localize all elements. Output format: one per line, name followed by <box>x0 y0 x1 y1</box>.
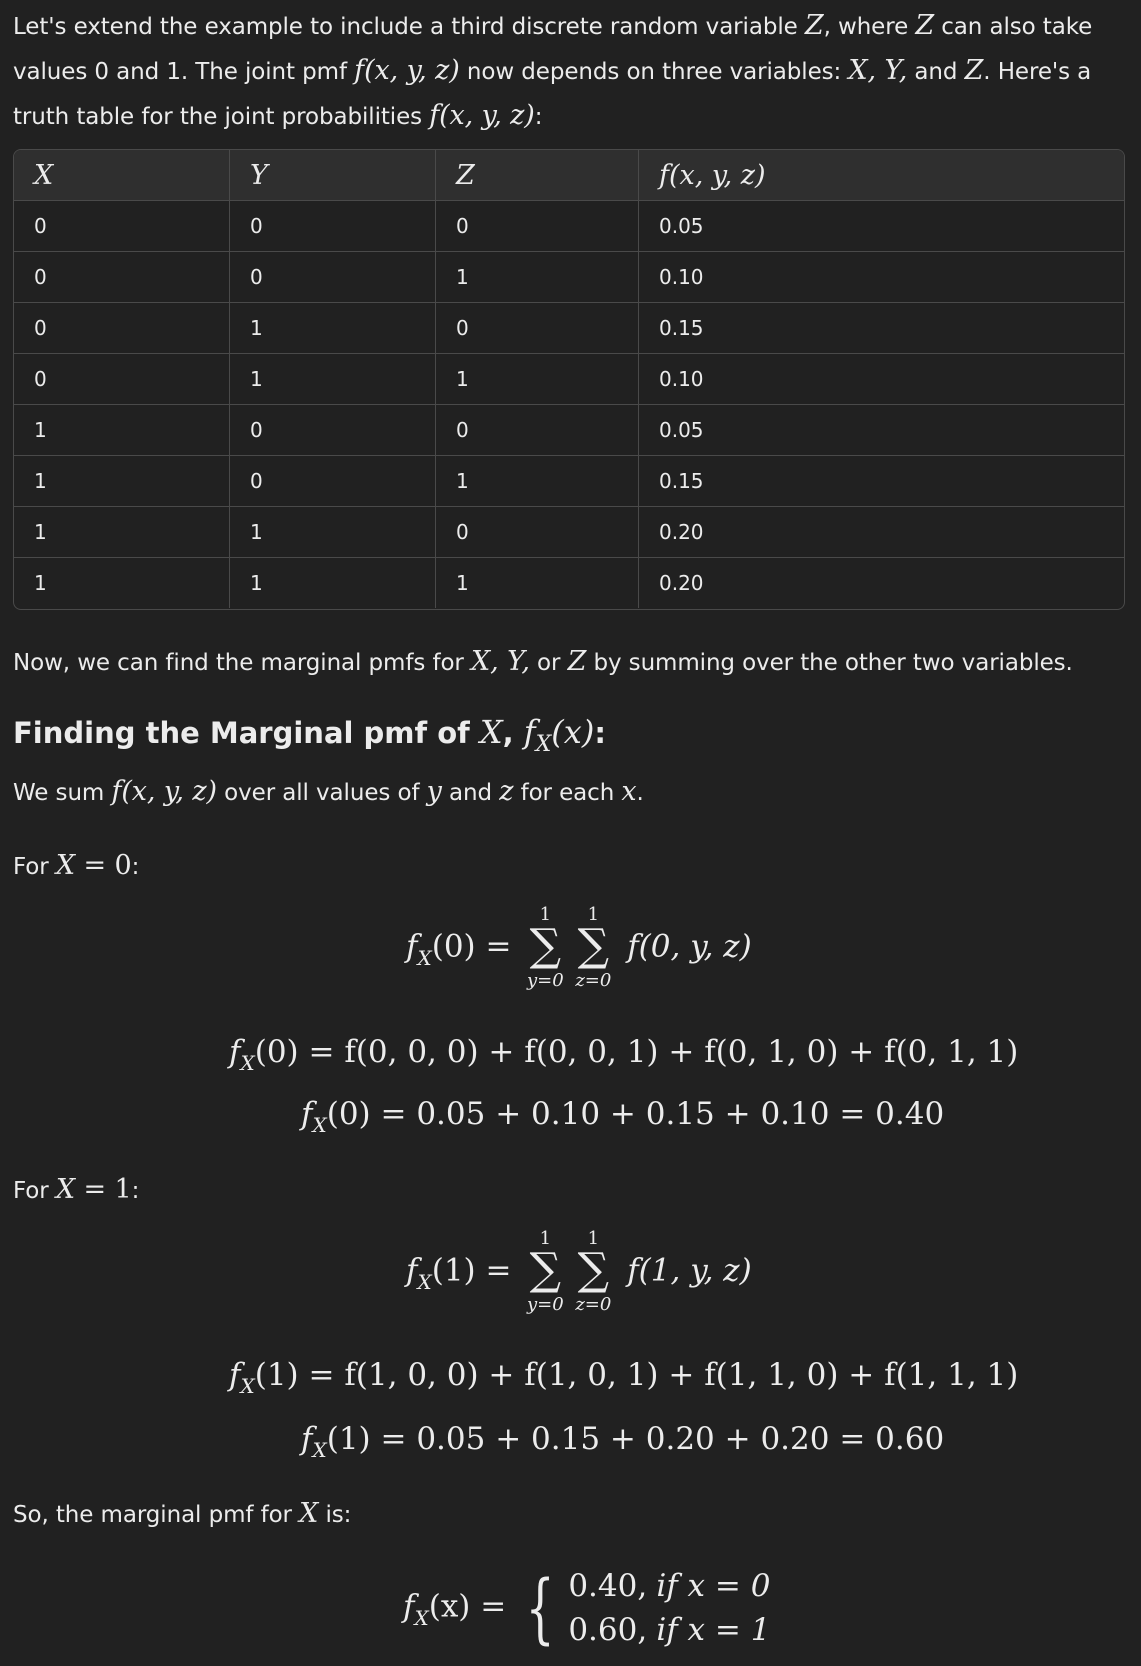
math-f: f <box>406 1252 418 1289</box>
numeric-equation-x0 <box>301 1096 945 1137</box>
cell-y: 1 <box>230 354 436 405</box>
sum-equation-x0 <box>406 904 752 991</box>
math-arg: (x) = <box>428 1588 507 1625</box>
math-arg: (1) = <box>431 1252 512 1289</box>
sigma-icon: ∑ <box>577 920 610 971</box>
math-z: Z <box>964 55 984 86</box>
cell-f: 0.15 <box>639 456 1125 507</box>
math-expand: (1) = f(1, 0, 0) + f(1, 0, 1) + f(1, 1, 0) + f(1, 1, 1) <box>254 1357 1019 1393</box>
cell-f: 0.20 <box>639 507 1125 558</box>
cell-x: 0 <box>14 303 230 354</box>
cell-y: 1 <box>230 507 436 558</box>
math-numeric: (0) = 0.05 + 0.10 + 0.15 + 0.10 = 0.40 <box>326 1096 945 1132</box>
sum-lower: z=0 <box>575 970 612 991</box>
sum-z-symbol <box>569 904 617 991</box>
for-text: For <box>13 1178 56 1204</box>
case-value: 0.40, <box>568 1568 648 1604</box>
table-row <box>14 252 1124 303</box>
wesum-text: and <box>441 780 500 806</box>
math-z: Z <box>567 646 587 677</box>
truth-table <box>13 149 1125 610</box>
math-x: X <box>55 1174 75 1205</box>
math-sub-x: X <box>240 1051 255 1075</box>
math-sub-x: X <box>312 1113 327 1137</box>
numeric-equation-x1 <box>301 1421 945 1462</box>
for-x1-label <box>13 1168 139 1213</box>
for-text: : <box>131 1178 140 1204</box>
now-paragraph <box>13 640 1073 685</box>
sigma-icon: ∑ <box>577 1244 610 1295</box>
header-x: X <box>14 150 230 201</box>
intro-text: now depends on three variables: <box>459 59 849 85</box>
cell-f: 0.10 <box>639 252 1125 303</box>
cell-y: 0 <box>230 405 436 456</box>
expand-equation-x0 <box>229 1034 1019 1075</box>
math-sub-x: X <box>240 1374 255 1398</box>
math-x: X <box>55 850 75 881</box>
sum-upper: 1 <box>539 1228 552 1249</box>
intro-text: , where <box>823 14 916 40</box>
math-expand: (0) = f(0, 0, 0) + f(0, 0, 1) + f(0, 1, 0) + f(0, 1, 1) <box>254 1034 1019 1070</box>
cell-z: 1 <box>436 456 639 507</box>
math-sub-x: X <box>417 1269 432 1294</box>
math-y: y <box>426 776 442 807</box>
case-row <box>568 1564 770 1608</box>
cell-z: 1 <box>436 252 639 303</box>
cell-z: 0 <box>436 303 639 354</box>
sum-lower: z=0 <box>575 1294 612 1315</box>
sigma-icon: ∑ <box>529 920 562 971</box>
wesum-text: . <box>636 780 644 806</box>
cell-y: 0 <box>230 252 436 303</box>
math-summand: f(1, y, z) <box>627 1252 752 1289</box>
brace-icon: { <box>525 1563 555 1652</box>
cell-z: 0 <box>436 507 639 558</box>
intro-text: and <box>907 59 965 85</box>
heading-text: Finding the Marginal pmf of <box>13 716 480 750</box>
now-text: by summing over the other two variables. <box>586 650 1073 676</box>
math-eq: = 1 <box>74 1174 132 1205</box>
table-row <box>14 354 1124 405</box>
table-row <box>14 507 1124 558</box>
case-value: 0.60, <box>568 1612 648 1648</box>
math-fxyz: f(x, y, z) <box>111 776 217 807</box>
for-text: For <box>13 854 56 880</box>
cell-y: 0 <box>230 201 436 252</box>
math-summand: f(0, y, z) <box>627 928 752 965</box>
piecewise-pmf <box>403 1564 770 1652</box>
sum-upper: 1 <box>539 904 552 925</box>
sigma-icon: ∑ <box>529 1244 562 1295</box>
sum-z-symbol <box>569 1228 617 1315</box>
heading-text: , <box>502 716 524 750</box>
math-z: Z <box>915 10 935 41</box>
so-text: So, the marginal pmf for <box>13 1502 300 1528</box>
cell-f: 0.20 <box>659 571 704 595</box>
table-row <box>14 405 1124 456</box>
cell-z: 1 <box>436 354 639 405</box>
math-f: f <box>406 928 418 965</box>
so-paragraph <box>13 1492 351 1537</box>
math-eq: = 0 <box>74 850 132 881</box>
intro-text: can also take values 0 and 1. The joint pmf <box>13 14 1093 85</box>
math-fxyz: f(x, y, z) <box>354 55 460 86</box>
math-f: f <box>301 1096 313 1132</box>
header-z: Z <box>436 150 639 201</box>
math-f: f <box>523 713 536 751</box>
math-x: X <box>299 1498 319 1529</box>
intro-paragraph <box>13 4 1125 139</box>
wesum-text: We sum <box>13 780 112 806</box>
cell-x: 1 <box>14 558 230 609</box>
table-row <box>14 303 1124 354</box>
cell-z: 0 <box>436 201 639 252</box>
expand-equation-x1 <box>229 1357 1019 1398</box>
heading-text: : <box>594 716 606 750</box>
cell-x: 1 <box>14 507 230 558</box>
table-row <box>14 201 1124 252</box>
for-x0-label <box>13 844 139 889</box>
wesum-text: over all values of <box>216 780 427 806</box>
cell-z: 1 <box>436 558 639 609</box>
math-sub-x: X <box>417 945 432 970</box>
math-x: x <box>621 776 637 807</box>
case-condition: if x = 1 <box>656 1612 771 1648</box>
math-sub-x: X <box>312 1438 327 1462</box>
math-numeric: (1) = 0.05 + 0.15 + 0.20 + 0.20 = 0.60 <box>326 1421 945 1457</box>
math-f: f <box>403 1588 415 1625</box>
cases <box>568 1564 770 1652</box>
now-text: or <box>529 650 568 676</box>
intro-text: : <box>534 104 543 130</box>
for-text: : <box>131 854 140 880</box>
cell-x: 1 <box>14 456 230 507</box>
table-row <box>14 456 1124 507</box>
header-y: Y <box>230 150 436 201</box>
so-text: is: <box>318 1502 352 1528</box>
math-fxyz: f(x, y, z) <box>429 100 535 131</box>
sum-lower: y=0 <box>526 970 564 991</box>
math-arg: (x) <box>551 713 595 751</box>
math-f: f <box>229 1357 241 1393</box>
cell-y: 1 <box>230 558 436 609</box>
wesum-paragraph <box>13 770 644 815</box>
math-sub-x: X <box>414 1605 429 1630</box>
intro-text: . Here's a truth table for the joint probabilities <box>13 59 1092 130</box>
intro-text: Let's extend the example to include a third discrete random variable <box>13 14 805 40</box>
math-f: f <box>229 1034 241 1070</box>
cell-f: 0.05 <box>639 201 1125 252</box>
math-f: f <box>301 1421 313 1457</box>
case-row <box>568 1608 770 1652</box>
cell-x: 0 <box>14 354 230 405</box>
wesum-text: for each <box>513 780 622 806</box>
math-sub-x: X <box>535 732 552 757</box>
math-z: Z <box>804 10 824 41</box>
math-arg: (0) = <box>431 928 512 965</box>
sum-upper: 1 <box>587 904 600 925</box>
table-row <box>14 558 1124 609</box>
cell-z: 0 <box>436 405 639 456</box>
cell-y: 1 <box>230 303 436 354</box>
table-header-row <box>14 150 1124 201</box>
math-xy: X, Y, <box>471 646 530 677</box>
sum-upper: 1 <box>587 1228 600 1249</box>
cell-x: 0 <box>14 252 230 303</box>
now-text: Now, we can find the marginal pmfs for <box>13 650 471 676</box>
cell-f: 0.15 <box>639 303 1125 354</box>
cell-x: 1 <box>14 405 230 456</box>
math-z: z <box>499 776 514 807</box>
math-x: X <box>479 713 503 751</box>
sum-lower: y=0 <box>526 1294 564 1315</box>
cell-y: 0 <box>230 456 436 507</box>
cell-x: 0 <box>14 201 230 252</box>
section-heading <box>13 710 606 759</box>
case-condition: if x = 0 <box>656 1568 771 1604</box>
cell-f: 0.10 <box>639 354 1125 405</box>
math-xy: X, Y, <box>848 55 908 86</box>
cell-f: 0.05 <box>639 405 1125 456</box>
header-f: f(x, y, z) <box>639 150 1125 201</box>
sum-equation-x1 <box>406 1228 752 1315</box>
